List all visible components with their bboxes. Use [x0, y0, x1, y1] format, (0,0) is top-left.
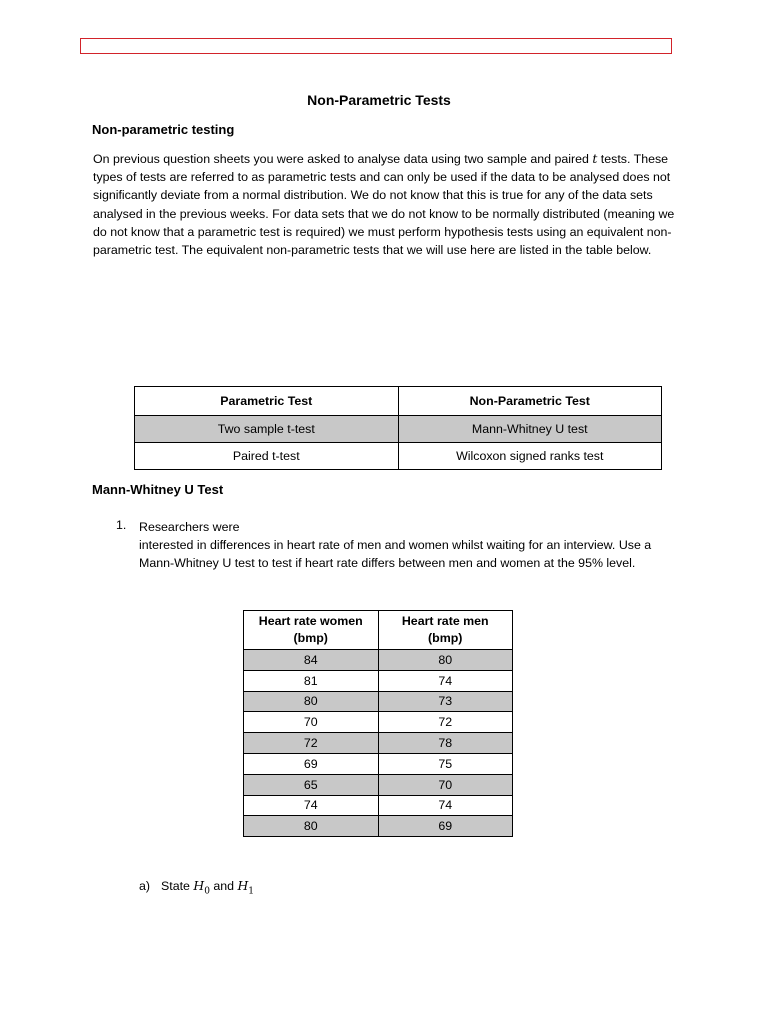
intro-t-symbol: t [592, 151, 598, 166]
heart-rate-men-cell: 69 [378, 816, 513, 837]
tests-table-header-row [135, 387, 662, 416]
tests-table-header-non-parametric: Non-Parametric Test [398, 387, 662, 416]
heart-rate-header-row [244, 611, 513, 650]
tests-table-cell: Two sample t-test [135, 416, 399, 443]
heart-rate-men-cell: 80 [378, 650, 513, 671]
question-number: 1. [116, 518, 127, 532]
table-row [244, 795, 513, 816]
heart-rate-men-cell: 74 [378, 670, 513, 691]
heart-rate-table [243, 610, 513, 837]
table-row [244, 816, 513, 837]
table-row [244, 712, 513, 733]
table-row [244, 670, 513, 691]
heart-rate-men-cell: 70 [378, 774, 513, 795]
section-heading-mann-whitney: Mann-Whitney U Test [92, 482, 224, 497]
heart-rate-women-cell: 80 [244, 816, 379, 837]
heart-rate-men-cell: 72 [378, 712, 513, 733]
tests-table-cell: Paired t-test [135, 443, 399, 470]
table-row [244, 691, 513, 712]
heart-rate-women-cell: 80 [244, 691, 379, 712]
heart-rate-men-cell: 73 [378, 691, 513, 712]
heart-rate-women-cell: 69 [244, 753, 379, 774]
tests-table-row [135, 416, 662, 443]
heart-rate-women-cell: 84 [244, 650, 379, 671]
h0-symbol [193, 878, 210, 897]
sub-question-text-before: State [161, 879, 194, 893]
intro-text-part2: tests. These types of tests are referred to as parametric tests and can only be used if the data to be analysed does not significantly deviate from a normal distribution. We do not know that this is true for any of the data sets analysed in the previous weeks. For data sets that we do not know to be normally distributed (meaning we do not know that a parametric test is required) we must perform hypothesis tests using an equivalent non-parametric test. The equivalent non-parametric tests that we will use here are listed in the table below. [93, 152, 675, 258]
table-row [244, 774, 513, 795]
heart-rate-men-cell: 78 [378, 733, 513, 754]
tests-table-cell: Wilcoxon signed ranks test [398, 443, 662, 470]
header-box [80, 38, 672, 54]
h1-subscript: 1 [248, 886, 255, 897]
section-heading-non-parametric-testing: Non-parametric testing [92, 122, 235, 137]
sub-question-text-mid: and [209, 879, 238, 893]
sub-question-label: a) [139, 879, 151, 893]
question-text: Researchers were interested in differences in heart rate of men and women whilst waiting for an interview. Use a Mann-Whitney U test to test if heart rate differs between men and women at the 95% level. [139, 520, 652, 571]
heart-rate-men-cell: 74 [378, 795, 513, 816]
heart-rate-header-men: Heart rate men (bmp) [378, 611, 513, 650]
page-title: Non-Parametric Tests [307, 92, 451, 108]
table-row [244, 650, 513, 671]
tests-table-header-parametric: Parametric Test [135, 387, 399, 416]
table-row [244, 753, 513, 774]
heart-rate-women-cell: 81 [244, 670, 379, 691]
tests-table-cell: Mann-Whitney U test [398, 416, 662, 443]
table-row [244, 733, 513, 754]
sub-question-a [139, 878, 254, 896]
h0-subscript: 0 [204, 886, 210, 897]
h1-symbol [237, 878, 255, 897]
h0-letter: H [193, 878, 205, 893]
intro-text-part1: On previous question sheets you were asked to analyse data using two sample and paired [93, 152, 593, 166]
tests-table [134, 386, 662, 470]
heart-rate-women-cell: 65 [244, 774, 379, 795]
heart-rate-header-women: Heart rate women (bmp) [244, 611, 379, 650]
intro-paragraph [93, 150, 683, 259]
tests-table-row [135, 443, 662, 470]
heart-rate-women-cell: 74 [244, 795, 379, 816]
heart-rate-men-cell: 75 [378, 753, 513, 774]
heart-rate-women-cell: 70 [244, 712, 379, 733]
heart-rate-women-cell: 72 [244, 733, 379, 754]
h1-letter: H [237, 878, 249, 893]
